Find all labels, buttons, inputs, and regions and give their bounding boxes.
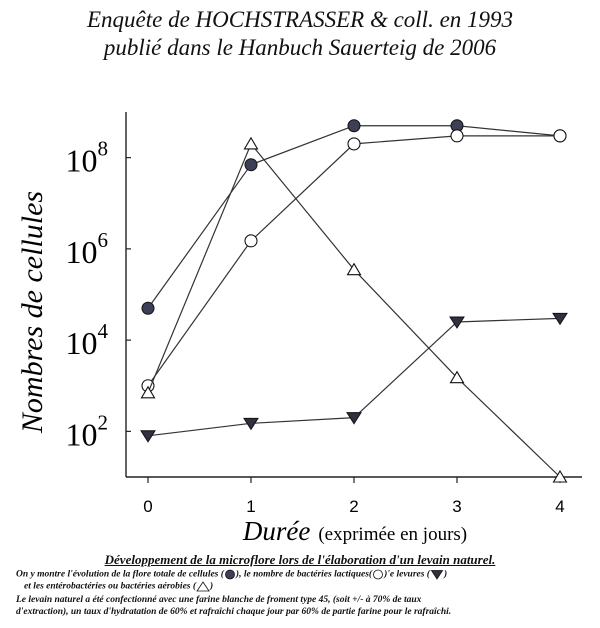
x-axis-label-sub: (exprimée en jours) [318,524,468,545]
x-axis-label [242,516,467,546]
caption-title: Développement de la microflore lors de l'élaboration d'un levain naturel. [104,552,496,567]
open-triangle-icon [196,581,210,592]
data-point-filled-circle [245,159,257,171]
data-point-open-triangle [245,138,258,149]
y-ticks [66,137,132,453]
x-tick-label: 3 [452,497,462,516]
caption-line-4: d'extraction), un taux d'hydratation de 60% et rafraîchi chaque jour par 60% de partie farine pour le rafraîchi. [16,607,452,617]
caption-text: et les entérobactéries ou bactéries aérobies ( [24,581,197,592]
data-point-filled-circle [142,302,154,314]
x-axis-label-main: Durée [242,516,311,546]
series-layer [141,120,567,482]
data-point-filled-circle [348,120,360,132]
data-point-open-circle [451,130,463,142]
data-point-open-circle [554,130,566,142]
series-line-open-triangle [148,144,560,477]
data-point-open-circle [348,138,360,150]
x-tick-label: 4 [555,497,565,516]
data-point-open-circle [245,235,257,247]
caption-text: On y montre l'évolution de la flore totale de cellules ( [16,569,224,580]
data-point-filled-triangle [141,431,155,442]
series-line-open-circle [148,136,560,386]
x-tick-label: 1 [246,497,256,516]
filled-circle-icon [224,569,236,580]
chart-title-line-1: Enquête de HOCHSTRASSER & coll. en 1993 [86,7,514,32]
filled-triangle-icon [430,569,444,580]
caption-text: ) [210,581,214,592]
chart-title-line-2: publié dans le Hanbuch Sauerteig de 2006 [103,35,497,60]
series-open-triangle [142,138,567,482]
open-circle-icon [372,569,384,580]
x-ticks [143,477,564,516]
y-tick-label: $10^4$ [65,319,108,362]
series-open-circle [142,130,566,392]
y-axis-label: Nombres de cellules [16,190,49,434]
x-tick-label: 2 [349,497,359,516]
caption-line-3: Le levain naturel a été confectionné avec une farine blanche de froment type 45, (soit +/- à 70% de taux [16,595,422,605]
data-point-open-triangle [348,264,361,275]
series-line-filled-circle [148,126,560,309]
caption-text: )'e levures ( [384,569,430,580]
y-tick-label: $10^8$ [65,136,108,179]
y-tick-label: $10^6$ [65,227,108,270]
caption-line-2 [24,581,600,593]
caption-text: ), le nombre de bactéries lactiques( [235,569,373,580]
y-tick-label: $10^2$ [65,410,108,453]
caption-text: ) [443,569,448,580]
caption-line-1 [16,569,596,581]
x-tick-label: 0 [143,497,153,516]
